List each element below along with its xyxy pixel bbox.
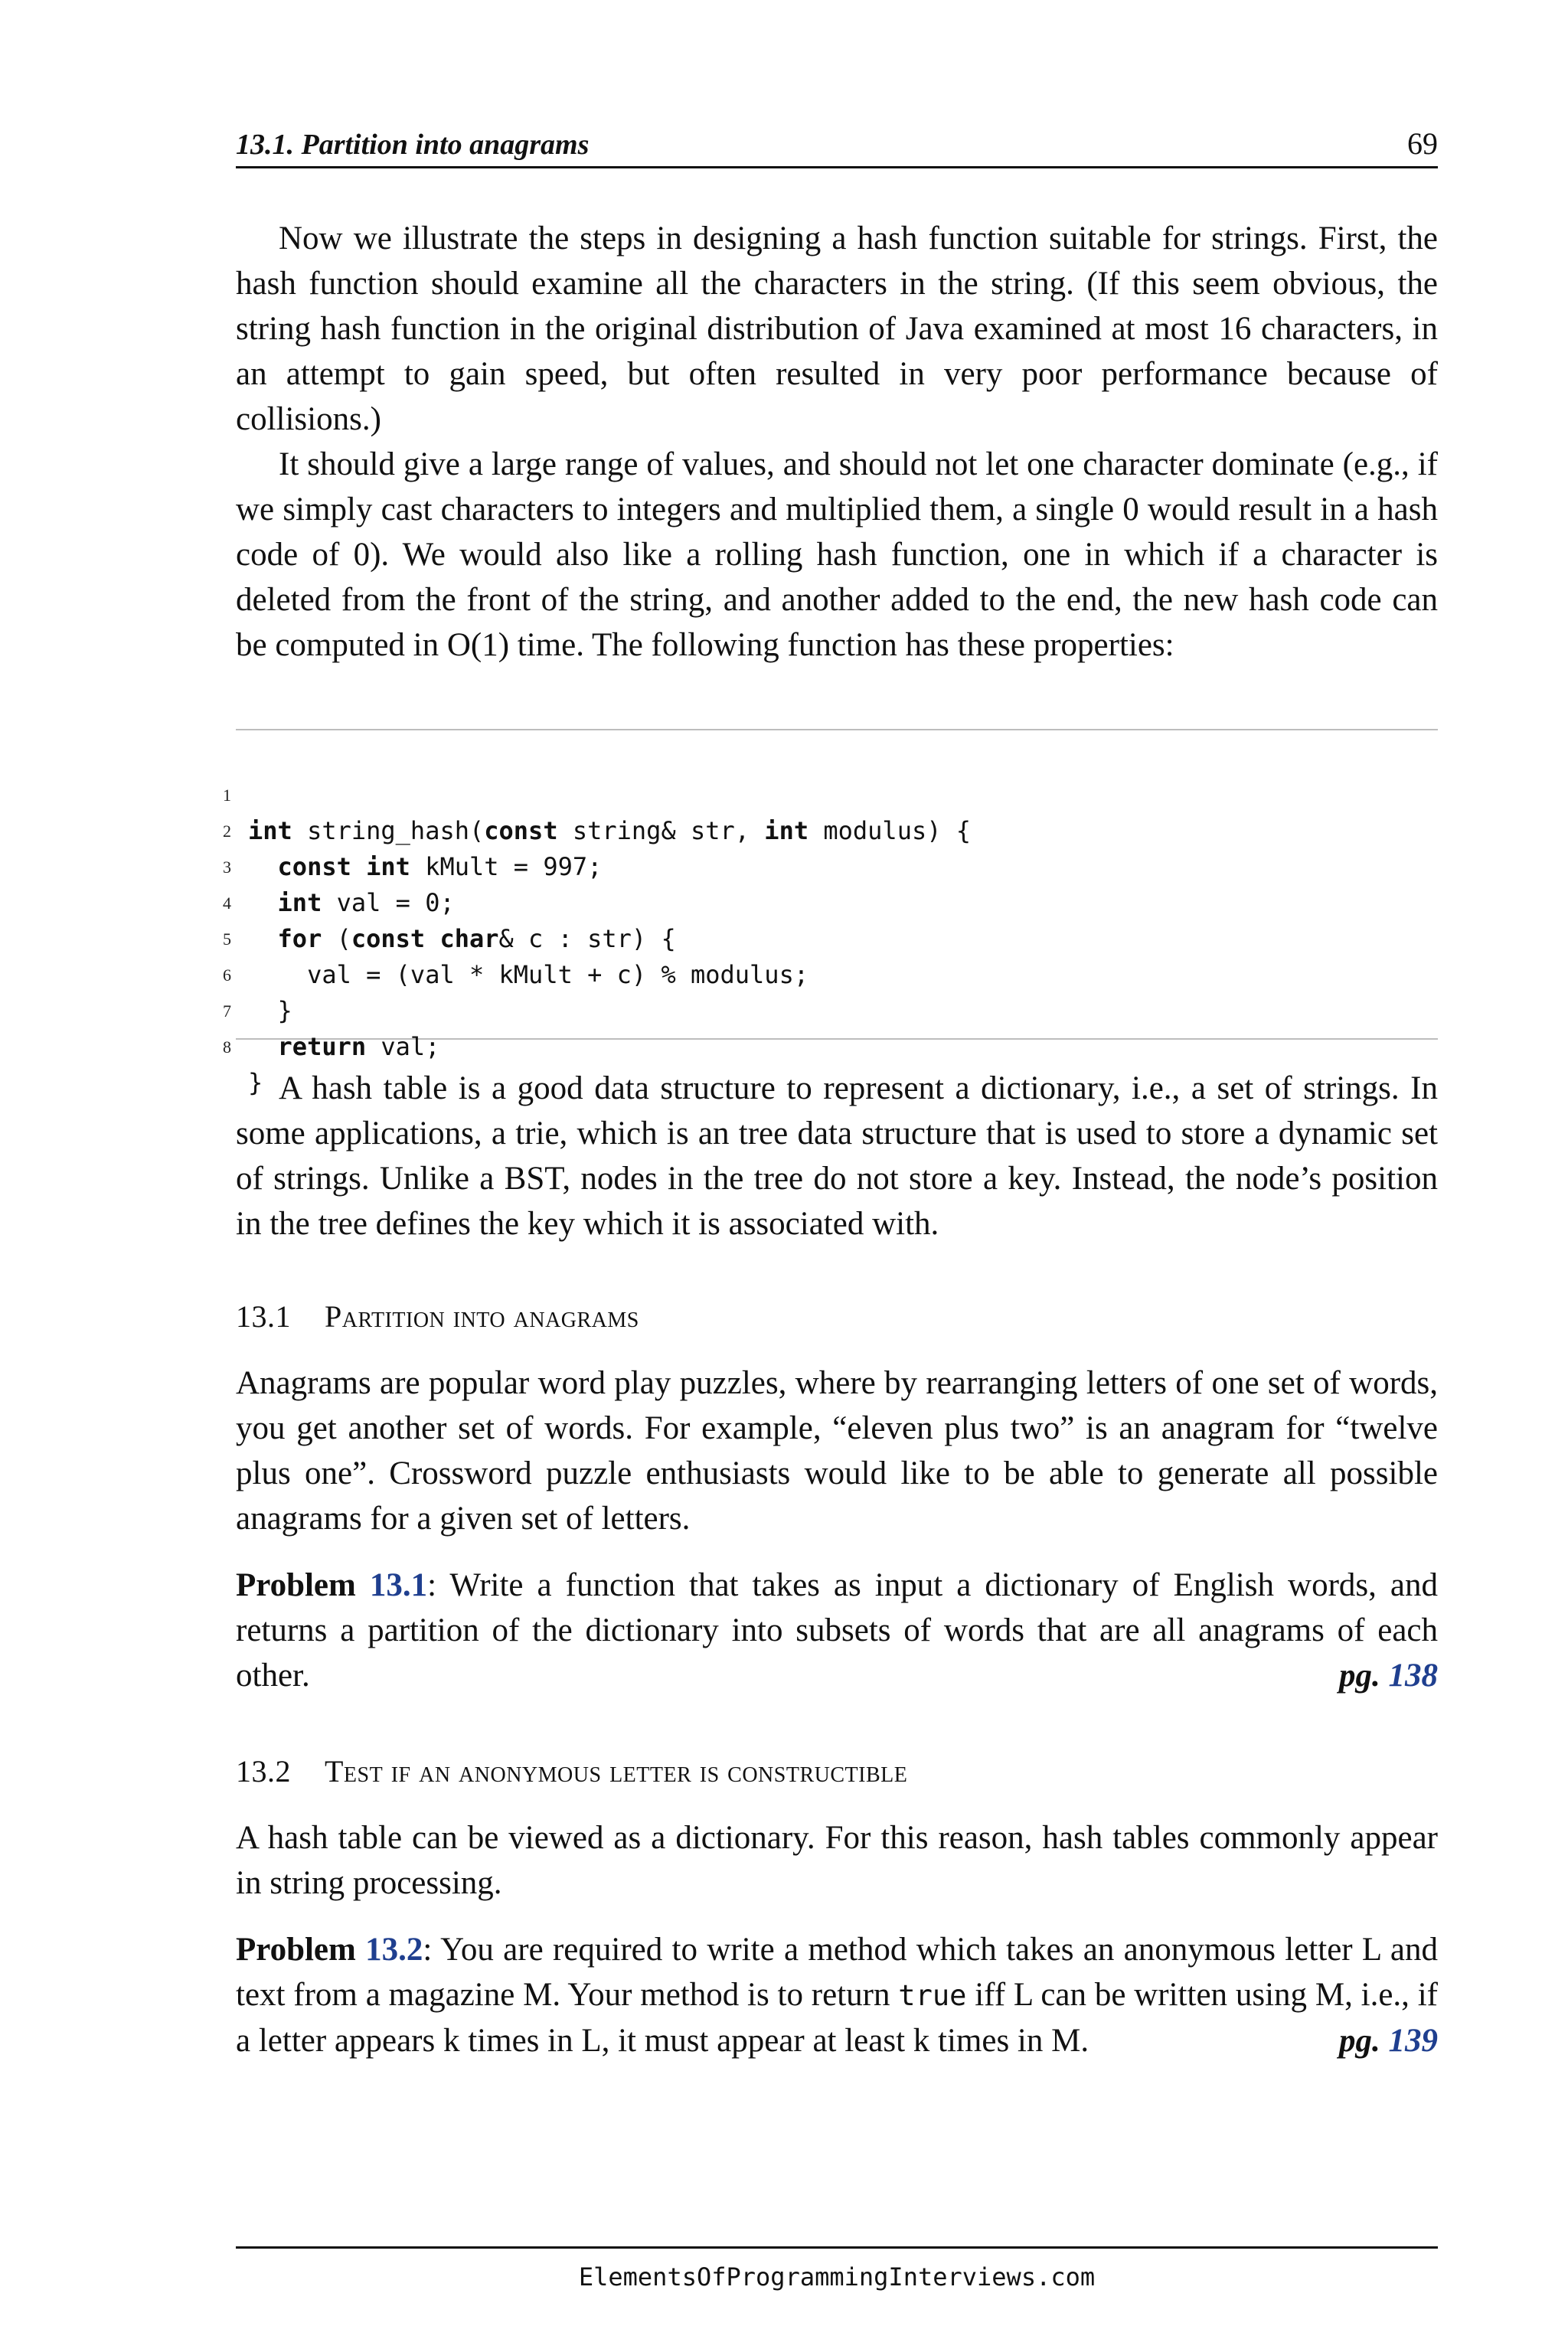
running-title: 13.1. Partition into anagrams xyxy=(236,129,590,161)
page-reference-link[interactable]: 139 xyxy=(1388,2023,1438,2059)
page-reference-prefix: pg. xyxy=(1339,1658,1380,1694)
code-listing xyxy=(223,729,1438,1097)
page-reference xyxy=(1339,1653,1438,1698)
code-line xyxy=(223,957,1438,1061)
code-text: val = (val * kMult + c) % modulus; xyxy=(248,960,809,989)
problem-text: : Write a function that takes as input a dictionary of English words, and returns a partition of the dictionary into subsets of words that are all anagrams of each other. xyxy=(236,1567,1438,1694)
section-heading-13-1 xyxy=(236,1298,639,1334)
problem-text-before: : You are required to write a method which takes an anonymous letter L and text from a magazine M. Your method is to return xyxy=(236,1932,1438,2013)
line-number: 3 xyxy=(223,858,231,877)
code-text: int string_hash(const string& str, int modulus) { xyxy=(248,816,972,845)
problem-13-1-link[interactable]: 13.1 xyxy=(369,1567,428,1603)
problem-13-1 xyxy=(236,1563,1438,1698)
line-number: 7 xyxy=(223,1001,231,1021)
code-line xyxy=(223,741,1438,845)
line-number: 1 xyxy=(223,786,231,805)
problem-13-2-link[interactable]: 13.2 xyxy=(365,1932,423,1968)
page-reference-prefix: pg. xyxy=(1339,2023,1380,2059)
code-text: int val = 0; xyxy=(277,888,455,917)
trie-paragraph: A hash table is a good data structure to represent a dictionary, i.e., a set of strings. In some applications, a trie, which is an tree data structure that is used to store a dynamic set of strings. Unlike a BST, nodes in the tree do not store a key. Instead, the node’s position in the tree defines the key which it is associated with. xyxy=(236,1070,1438,1242)
section-number: 13.2 xyxy=(236,1754,291,1788)
intro-paragraph-1: Now we illustrate the steps in designing a hash function suitable for strings. First, the hash function should examine all the characters in the string. (If this seem obvious, the string hash function in the original distribution of Java examined at most 16 characters, in an attempt to gain speed, but often resulted in very poor performance because of collisions.) xyxy=(236,220,1438,437)
line-number: 6 xyxy=(223,965,231,985)
section-heading-13-2 xyxy=(236,1753,907,1789)
problem-label: Problem xyxy=(236,1932,356,1968)
problem-13-2 xyxy=(236,1927,1438,2063)
line-number: 8 xyxy=(223,1037,231,1057)
page-footer: ElementsOfProgrammingInterviews.com xyxy=(236,2246,1438,2292)
line-number: 4 xyxy=(223,893,231,913)
inline-code: true xyxy=(898,1979,967,2012)
section-title: Test if an anonymous letter is constructible xyxy=(325,1754,908,1788)
page-number: 69 xyxy=(1407,126,1438,161)
code-text: return val; xyxy=(277,1032,440,1061)
dictionary-paragraph: A hash table can be viewed as a dictionary. For this reason, hash tables commonly appear in string processing. xyxy=(236,1820,1438,1901)
section-title: Partition into anagrams xyxy=(325,1299,639,1334)
page-reference-link[interactable]: 138 xyxy=(1388,1658,1438,1694)
code-text: for (const char& c : str) { xyxy=(277,924,676,953)
problem-text-after: iff L can be written using M, i.e., if a letter appears k times in L, it must appear at least k times in M. xyxy=(236,1977,1439,2059)
document-page xyxy=(223,0,1439,2352)
code-text: const int kMult = 997; xyxy=(277,852,603,881)
line-number: 5 xyxy=(223,929,231,949)
section-number: 13.1 xyxy=(236,1299,291,1334)
code-text: } xyxy=(248,996,292,1025)
problem-label: Problem xyxy=(236,1567,356,1603)
intro-paragraph-2: It should give a large range of values, and should not let one character dominate (e.g., if we simply cast characters to integers and multiplied them, a single 0 would result in a hash code of 0). We would also like a rolling hash function, one in which if a character is deleted from the front of the string, and another added to the end, the new hash code can be computed in O(1) time. The following function has these properties: xyxy=(236,446,1438,663)
code-text: } xyxy=(248,1068,263,1097)
running-head xyxy=(236,122,1438,168)
page-reference xyxy=(1339,2018,1438,2063)
anagram-paragraph: Anagrams are popular word play puzzles, where by rearranging letters of one set of words, you get another set of words. For example, “eleven plus two” is an anagram for “twelve plus one”. Crossword puzzle enthusiasts would like to be able to generate all possible anagrams for a given set of letters. xyxy=(236,1365,1438,1537)
line-number: 2 xyxy=(223,822,231,841)
